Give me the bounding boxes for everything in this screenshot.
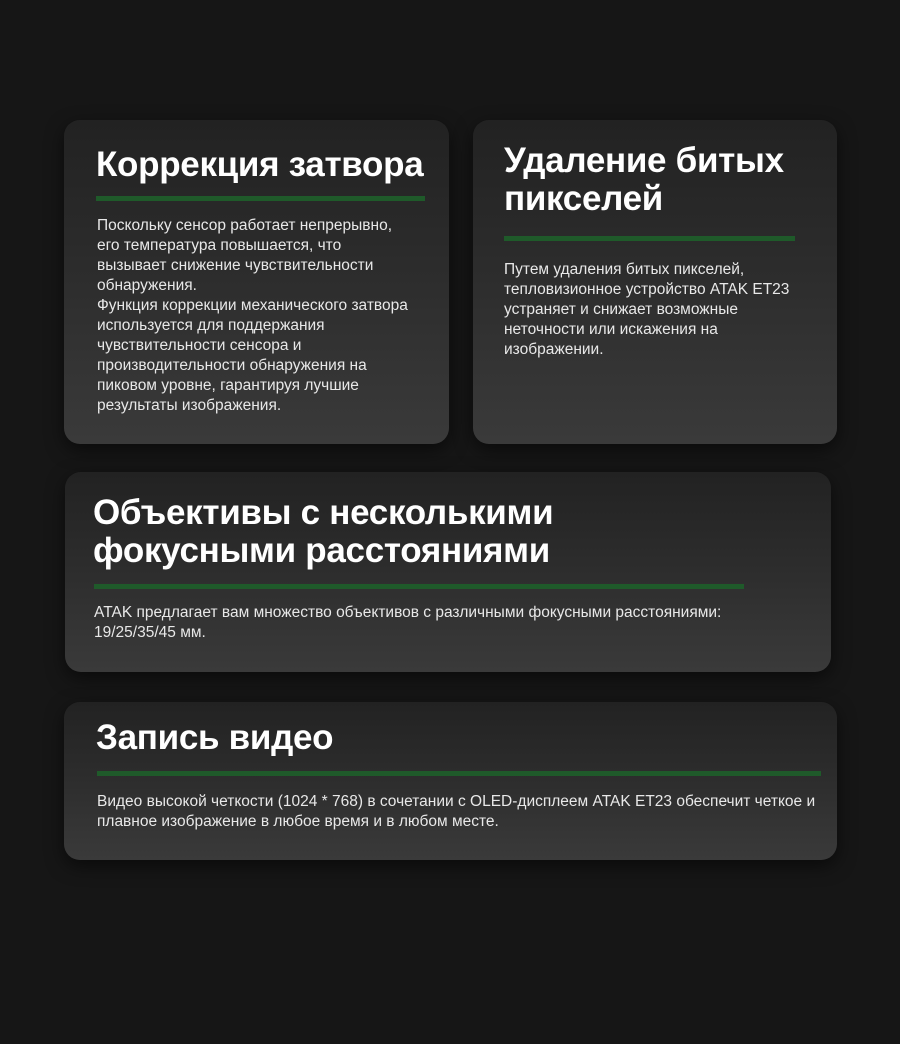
card-description: ATAK предлагает вам множество объективов с различными фокусными расстояниями: 19/25/35/45 мм. — [94, 604, 722, 641]
card-description: Видео высокой четкости (1024 * 768) в сочетании с OLED-дисплеем ATAK ET23 обеспечит четкое и плавное изображение в любое время и в любом месте. — [97, 793, 816, 830]
card-divider — [97, 771, 821, 776]
feature-card-video-recording — [64, 702, 837, 860]
card-title: Удаление битых пикселей — [504, 141, 784, 218]
feature-card-shutter-correction — [64, 120, 449, 444]
card-title: Запись видео — [96, 718, 334, 757]
feature-card-dead-pixel-removal — [473, 120, 837, 444]
card-title: Объективы с несколькими фокусными расстояниями — [93, 493, 554, 570]
card-divider — [94, 584, 744, 589]
feature-card-multi-focal-lenses — [65, 472, 831, 672]
card-divider — [504, 236, 795, 241]
card-description: Поскольку сенсор работает непрерывно, его температура повышается, что вызывает снижение чувствительности обнаружения. Функция коррекции механического затвора используется для поддержания чувствительности сенсора и производительности обнаружения на пиковом уровне, гарантируя лучшие результаты изображения. — [97, 217, 408, 414]
card-divider — [96, 196, 425, 201]
card-description: Путем удаления битых пикселей, тепловизионное устройство ATAK ET23 устраняет и снижает возможные неточности или искажения на изображении. — [504, 261, 790, 358]
card-title: Коррекция затвора — [96, 145, 424, 184]
